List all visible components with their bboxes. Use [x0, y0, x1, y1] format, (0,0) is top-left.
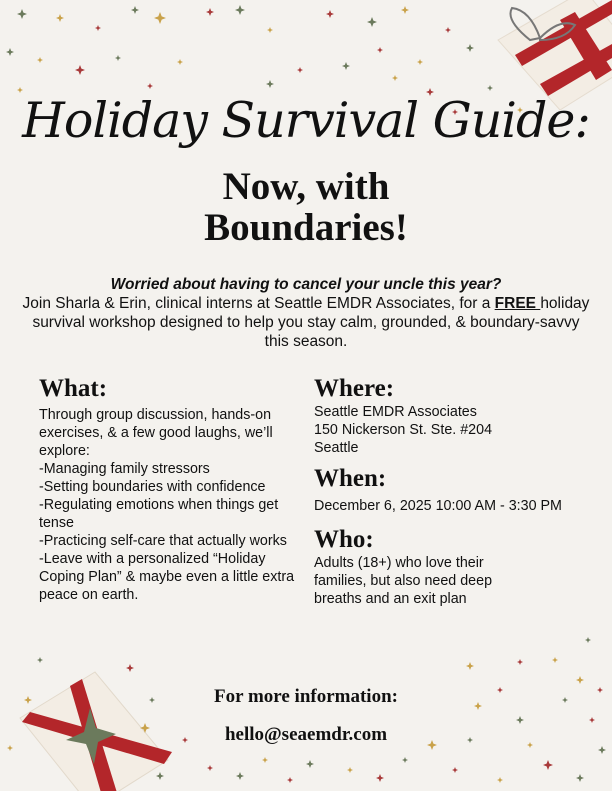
sparkle-star-icon [466, 44, 474, 52]
sparkle-star-icon [287, 777, 293, 783]
sparkle-star-icon [497, 777, 503, 783]
sparkle-star-icon [517, 659, 523, 665]
sparkle-star-icon [585, 637, 591, 643]
sparkle-star-icon [367, 17, 377, 27]
when-datetime: December 6, 2025 10:00 AM - 3:30 PM [314, 498, 562, 514]
sparkle-star-icon [576, 774, 584, 782]
sparkle-star-icon [402, 757, 408, 763]
intro-text-before: Join Sharla & Erin, clinical interns at Seattle EMDR Associates, for a [22, 295, 491, 312]
sparkle-star-icon [487, 85, 493, 91]
sparkle-star-icon [262, 757, 268, 763]
sparkle-star-icon [376, 774, 384, 782]
sparkle-star-icon [115, 55, 121, 61]
sparkle-star-icon [543, 760, 553, 770]
sparkle-star-icon [576, 676, 584, 684]
who-heading: Who: [314, 526, 374, 553]
who-section [314, 527, 604, 608]
sparkle-star-icon [147, 83, 153, 89]
where-heading: Where: [314, 375, 395, 402]
sparkle-star-icon [207, 765, 213, 771]
where-line: 150 Nickerson St. Ste. #204 [314, 422, 493, 438]
sparkle-star-icon [347, 767, 353, 773]
what-item: -Practicing self-care that actually works [39, 533, 287, 549]
sparkle-star-icon [401, 6, 409, 14]
who-text: Adults (18+) who love their families, but also need deep breaths and an exit plan [314, 555, 493, 607]
script-title: Holiday Survival Guide: [22, 92, 590, 149]
where-section [314, 376, 604, 457]
sparkle-star-icon [342, 62, 350, 70]
where-line: Seattle EMDR Associates [314, 404, 477, 420]
sparkle-star-icon [37, 57, 43, 63]
sparkle-star-icon [589, 717, 595, 723]
sparkle-star-icon [236, 772, 244, 780]
sparkle-star-icon [392, 75, 398, 81]
contact-email[interactable]: hello@seaemdr.com [224, 724, 388, 745]
sparkle-star-icon [95, 25, 101, 31]
sparkle-star-icon [297, 67, 303, 73]
intro-question: Worried about having to cancel your uncle this year? [110, 276, 502, 293]
intro-paragraph [20, 275, 592, 351]
sparkle-star-icon [552, 657, 558, 663]
sparkle-star-icon [417, 59, 423, 65]
sparkle-star-icon [126, 664, 134, 672]
sparkle-star-icon [56, 14, 64, 22]
sparkle-star-icon [75, 65, 85, 75]
main-title [0, 166, 612, 248]
sparkle-star-icon [516, 716, 524, 724]
sparkle-star-icon [377, 47, 383, 53]
sparkle-star-icon [154, 12, 166, 24]
where-address [314, 403, 604, 457]
main-title-line1: Now, with [222, 165, 390, 208]
what-item: -Regulating emotions when things get tense [39, 497, 279, 531]
details-column [314, 376, 604, 608]
sparkle-star-icon [326, 10, 334, 18]
sparkle-star-icon [235, 5, 245, 15]
what-heading: What: [39, 375, 108, 402]
sparkle-star-icon [267, 27, 273, 33]
intro-text-after: holiday survival workshop designed to help you stay calm, grounded, & boundary-savvy this season. [32, 295, 590, 350]
footer-heading: For more information: [214, 686, 398, 707]
what-body [39, 406, 304, 604]
sparkle-star-icon [306, 760, 314, 768]
sparkle-star-icon [6, 48, 14, 56]
sparkle-star-icon [598, 746, 606, 754]
sparkle-star-icon [445, 27, 451, 33]
when-section [314, 466, 604, 515]
sparkle-star-icon [266, 80, 274, 88]
sparkle-star-icon [206, 8, 214, 16]
sparkle-star-icon [466, 662, 474, 670]
what-item: -Leave with a personalized “Holiday Coping Plan” & maybe even a little extra peace on earth. [39, 551, 295, 603]
what-lead: Through group discussion, hands-on exercises, & a few good laughs, we’ll explore: [39, 407, 273, 459]
when-heading: When: [314, 465, 387, 492]
where-line: Seattle [314, 440, 359, 456]
sparkle-star-icon [17, 9, 27, 19]
free-label: FREE [494, 295, 541, 312]
sparkle-star-icon [156, 772, 164, 780]
main-title-line2: Boundaries! [204, 206, 408, 249]
what-item: -Managing family stressors [39, 461, 210, 477]
what-item: -Setting boundaries with confidence [39, 479, 266, 495]
what-section [39, 376, 304, 604]
sparkle-star-icon [131, 6, 139, 14]
sparkle-star-icon [177, 59, 183, 65]
sparkle-star-icon [37, 657, 43, 663]
sparkle-star-icon [452, 767, 458, 773]
